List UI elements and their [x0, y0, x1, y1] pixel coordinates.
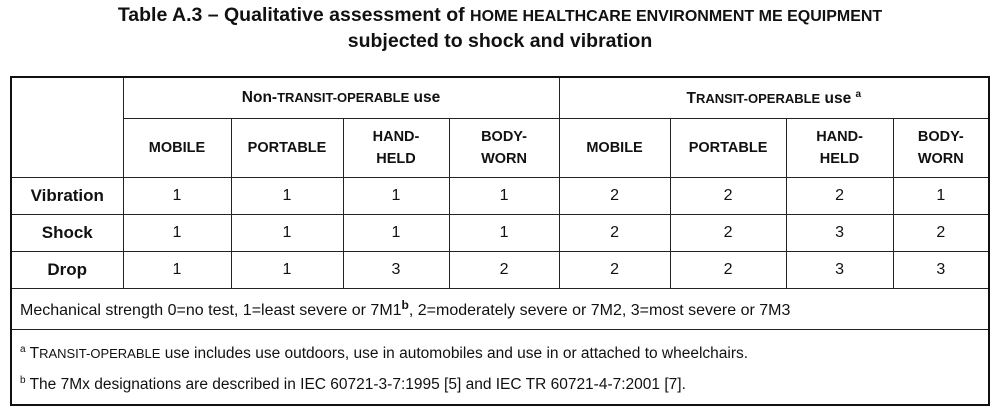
subheader-cell — [786, 119, 893, 178]
table-cell: 1 — [123, 252, 231, 289]
subheader-line: HAND- — [372, 129, 420, 145]
group-non-prefix: Non- — [241, 89, 278, 106]
title-prefix: Table A.3 – Qualitative assessment of — [117, 4, 471, 26]
table-row — [11, 215, 989, 252]
subheader-line: MOBILE — [586, 140, 643, 156]
assessment-table — [10, 76, 990, 406]
title-smallcaps: HOME HEALTHCARE ENVIRONMENT ME EQUIPMENT — [470, 8, 883, 25]
table-cell: 2 — [449, 252, 559, 289]
table-cell: 1 — [449, 215, 559, 252]
subheader-line: HELD — [819, 151, 860, 167]
table-cell: 2 — [670, 178, 786, 215]
table-cell: 2 — [670, 215, 786, 252]
row-label: Vibration — [11, 178, 123, 215]
footnote-b-mark: b — [20, 375, 26, 386]
subheader-line: MOBILE — [148, 140, 206, 156]
table-cell: 1 — [449, 178, 559, 215]
data-body — [11, 178, 989, 289]
group-non-transit — [123, 77, 559, 119]
group-non-smallcaps: TRANSIT-OPERABLE — [277, 90, 410, 105]
subheader-cell — [449, 119, 559, 178]
subheader-line: BODY- — [481, 129, 527, 145]
footnote-mark-b: b — [401, 298, 409, 312]
group-transit — [559, 77, 989, 119]
footnote-b — [20, 367, 988, 398]
footnote-a-smallcaps: RANSIT-OPERABLE — [39, 346, 161, 361]
group-header-row — [11, 77, 989, 119]
table-cell: 1 — [343, 178, 449, 215]
subheader-line: HAND- — [816, 129, 863, 145]
table-row — [11, 178, 989, 215]
footnote-b-text: The 7Mx designations are described in IEC 60721-3-7:1995 [5] and IEC TR 60721-4-7:2001 [7]. — [29, 376, 686, 393]
subheader-line: HELD — [376, 151, 416, 167]
table-cell: 2 — [786, 178, 893, 215]
subheader-line: PORTABLE — [247, 140, 327, 156]
row-label: Shock — [11, 215, 123, 252]
group-transit-first: T — [686, 89, 696, 107]
footnote-a-first: T — [29, 345, 40, 362]
table-cell: 3 — [893, 252, 989, 289]
footnote-a — [20, 336, 988, 367]
footnote-a-mark: a — [20, 344, 26, 355]
footnotes-cell — [11, 330, 989, 406]
mechanical-text-2: , 2=moderately severe or 7M2, 3=most severe or 7M3 — [408, 302, 791, 319]
corner-cell — [11, 77, 123, 178]
table-cell: 1 — [123, 178, 231, 215]
subheader-line: PORTABLE — [688, 140, 768, 156]
table-title — [0, 0, 1000, 54]
footnotes-row — [11, 330, 989, 406]
table-cell: 3 — [786, 215, 893, 252]
subheader-cell — [231, 119, 343, 178]
table-cell: 2 — [670, 252, 786, 289]
table-cell: 2 — [893, 215, 989, 252]
subheader-cell — [670, 119, 786, 178]
assessment-table-wrapper — [10, 76, 988, 406]
subheader-row — [11, 119, 989, 178]
mechanical-text-1: Mechanical strength 0=no test, 1=least severe or 7M1 — [20, 302, 402, 319]
table-cell: 2 — [559, 252, 670, 289]
table-cell: 2 — [559, 215, 670, 252]
table-cell: 1 — [231, 178, 343, 215]
footnote-mark-a: a — [855, 88, 862, 100]
table-cell: 2 — [559, 178, 670, 215]
subheader-cell — [123, 119, 231, 178]
group-transit-smallcaps: RANSIT-OPERABLE — [695, 90, 821, 106]
group-transit-suffix: use — [820, 89, 856, 107]
table-cell: 1 — [893, 178, 989, 215]
title-line-1 — [0, 3, 1000, 29]
subheader-cell — [343, 119, 449, 178]
title-line-2: subjected to shock and vibration — [347, 30, 653, 52]
mechanical-strength-cell — [11, 289, 989, 330]
table-cell: 3 — [343, 252, 449, 289]
subheader-line: BODY- — [917, 129, 964, 145]
table-cell: 1 — [231, 215, 343, 252]
table-cell: 1 — [343, 215, 449, 252]
row-label: Drop — [11, 252, 123, 289]
group-non-suffix: use — [409, 89, 441, 106]
table-cell: 1 — [231, 252, 343, 289]
table-cell: 1 — [123, 215, 231, 252]
table-cell: 3 — [786, 252, 893, 289]
mechanical-strength-row — [11, 289, 989, 330]
subheader-line: WORN — [917, 151, 964, 167]
table-row — [11, 252, 989, 289]
subheader-cell — [893, 119, 989, 178]
subheader-cell — [559, 119, 670, 178]
subheader-line: WORN — [481, 151, 527, 167]
footnote-a-text: use includes use outdoors, use in automobiles and use in or attached to wheelchairs. — [160, 345, 749, 362]
